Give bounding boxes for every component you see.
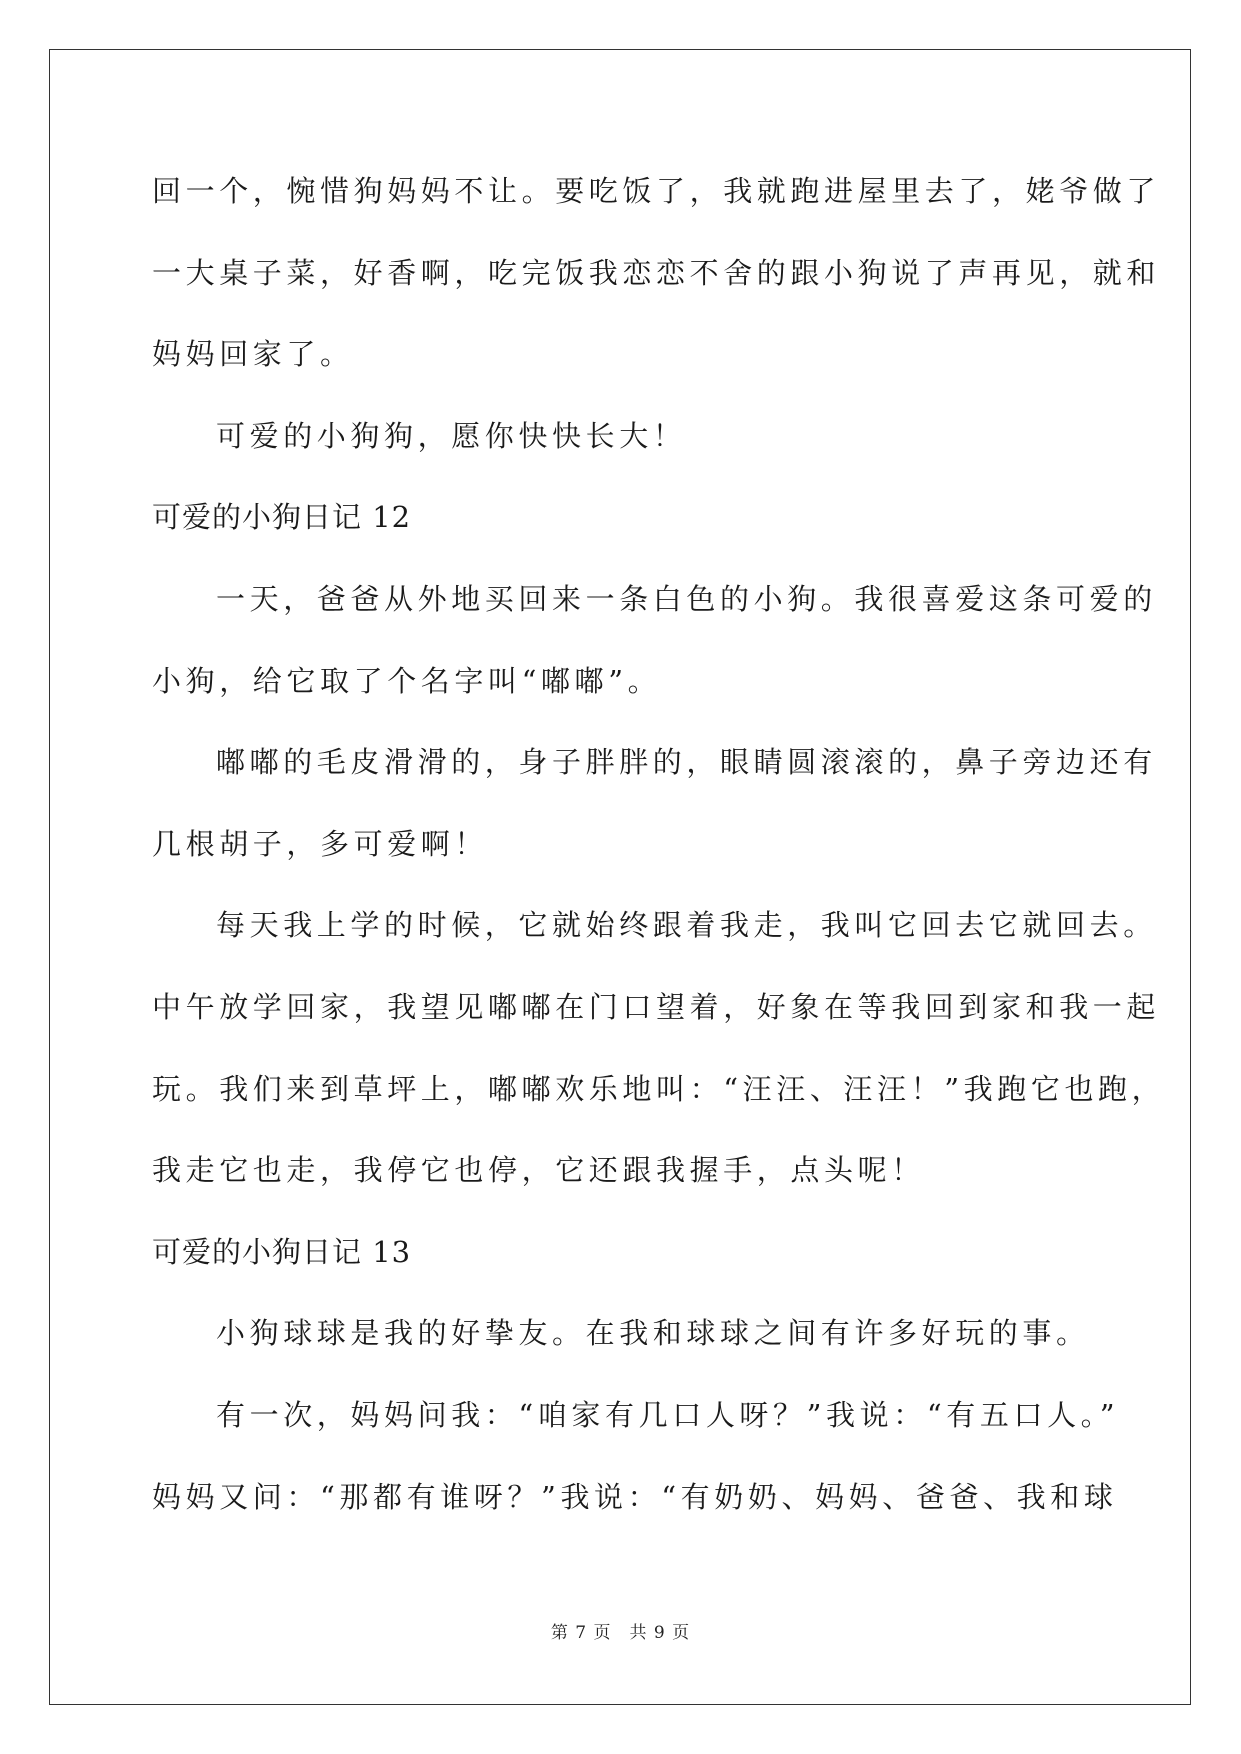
- paragraph-line: 嘟嘟的毛皮滑滑的，身子胖胖的，眼睛圆滚滚的，鼻子旁边还有: [216, 745, 1157, 780]
- text-line: 中午放学回家，我望见嘟嘟在门口望着，好象在等我回到家和我一起: [152, 989, 1161, 1024]
- paragraph-line: 小狗球球是我的好挚友。在我和球球之间有许多好玩的事。: [216, 1316, 1090, 1351]
- text-line: 妈妈回家了。: [152, 337, 354, 372]
- paragraph-line: 每天我上学的时候，它就始终跟着我走，我叫它回去它就回去。: [216, 908, 1157, 943]
- text-line: 小狗，给它取了个名字叫“嘟嘟”。: [152, 663, 662, 698]
- paragraph-line: 可爱的小狗狗，愿你快快长大！: [216, 418, 687, 453]
- text-line: 一大桌子菜，好香啊，吃完饭我恋恋不舍的跟小狗说了声再见，就和: [152, 255, 1161, 290]
- section-heading-12: 可爱的小狗日记 12: [152, 500, 412, 535]
- text-line: 玩。我们来到草坪上，嘟嘟欢乐地叫：“汪汪、汪汪！”我跑它也跑，: [152, 1071, 1166, 1106]
- text-line: 几根胡子，多可爱啊！: [152, 826, 489, 861]
- section-heading-13: 可爱的小狗日记 13: [152, 1234, 412, 1269]
- text-line: 妈妈又问：“那都有谁呀？”我说：“有奶奶、妈妈、爸爸、我和球: [152, 1479, 1118, 1514]
- text-line: 我走它也走，我停它也停，它还跟我握手，点头呢！: [152, 1153, 925, 1188]
- document-body: [152, 164, 1166, 1551]
- paragraph-line: 有一次，妈妈问我：“咱家有几口人呀？”我说：“有五口人。”: [216, 1397, 1120, 1432]
- text-line: 回一个，惋惜狗妈妈不让。要吃饭了，我就跑进屋里去了，姥爷做了: [152, 174, 1161, 208]
- paragraph-line: 一天，爸爸从外地买回来一条白色的小狗。我很喜爱这条可爱的: [216, 581, 1157, 616]
- page-number-footer: 第 7 页 共 9 页: [550, 1623, 691, 1643]
